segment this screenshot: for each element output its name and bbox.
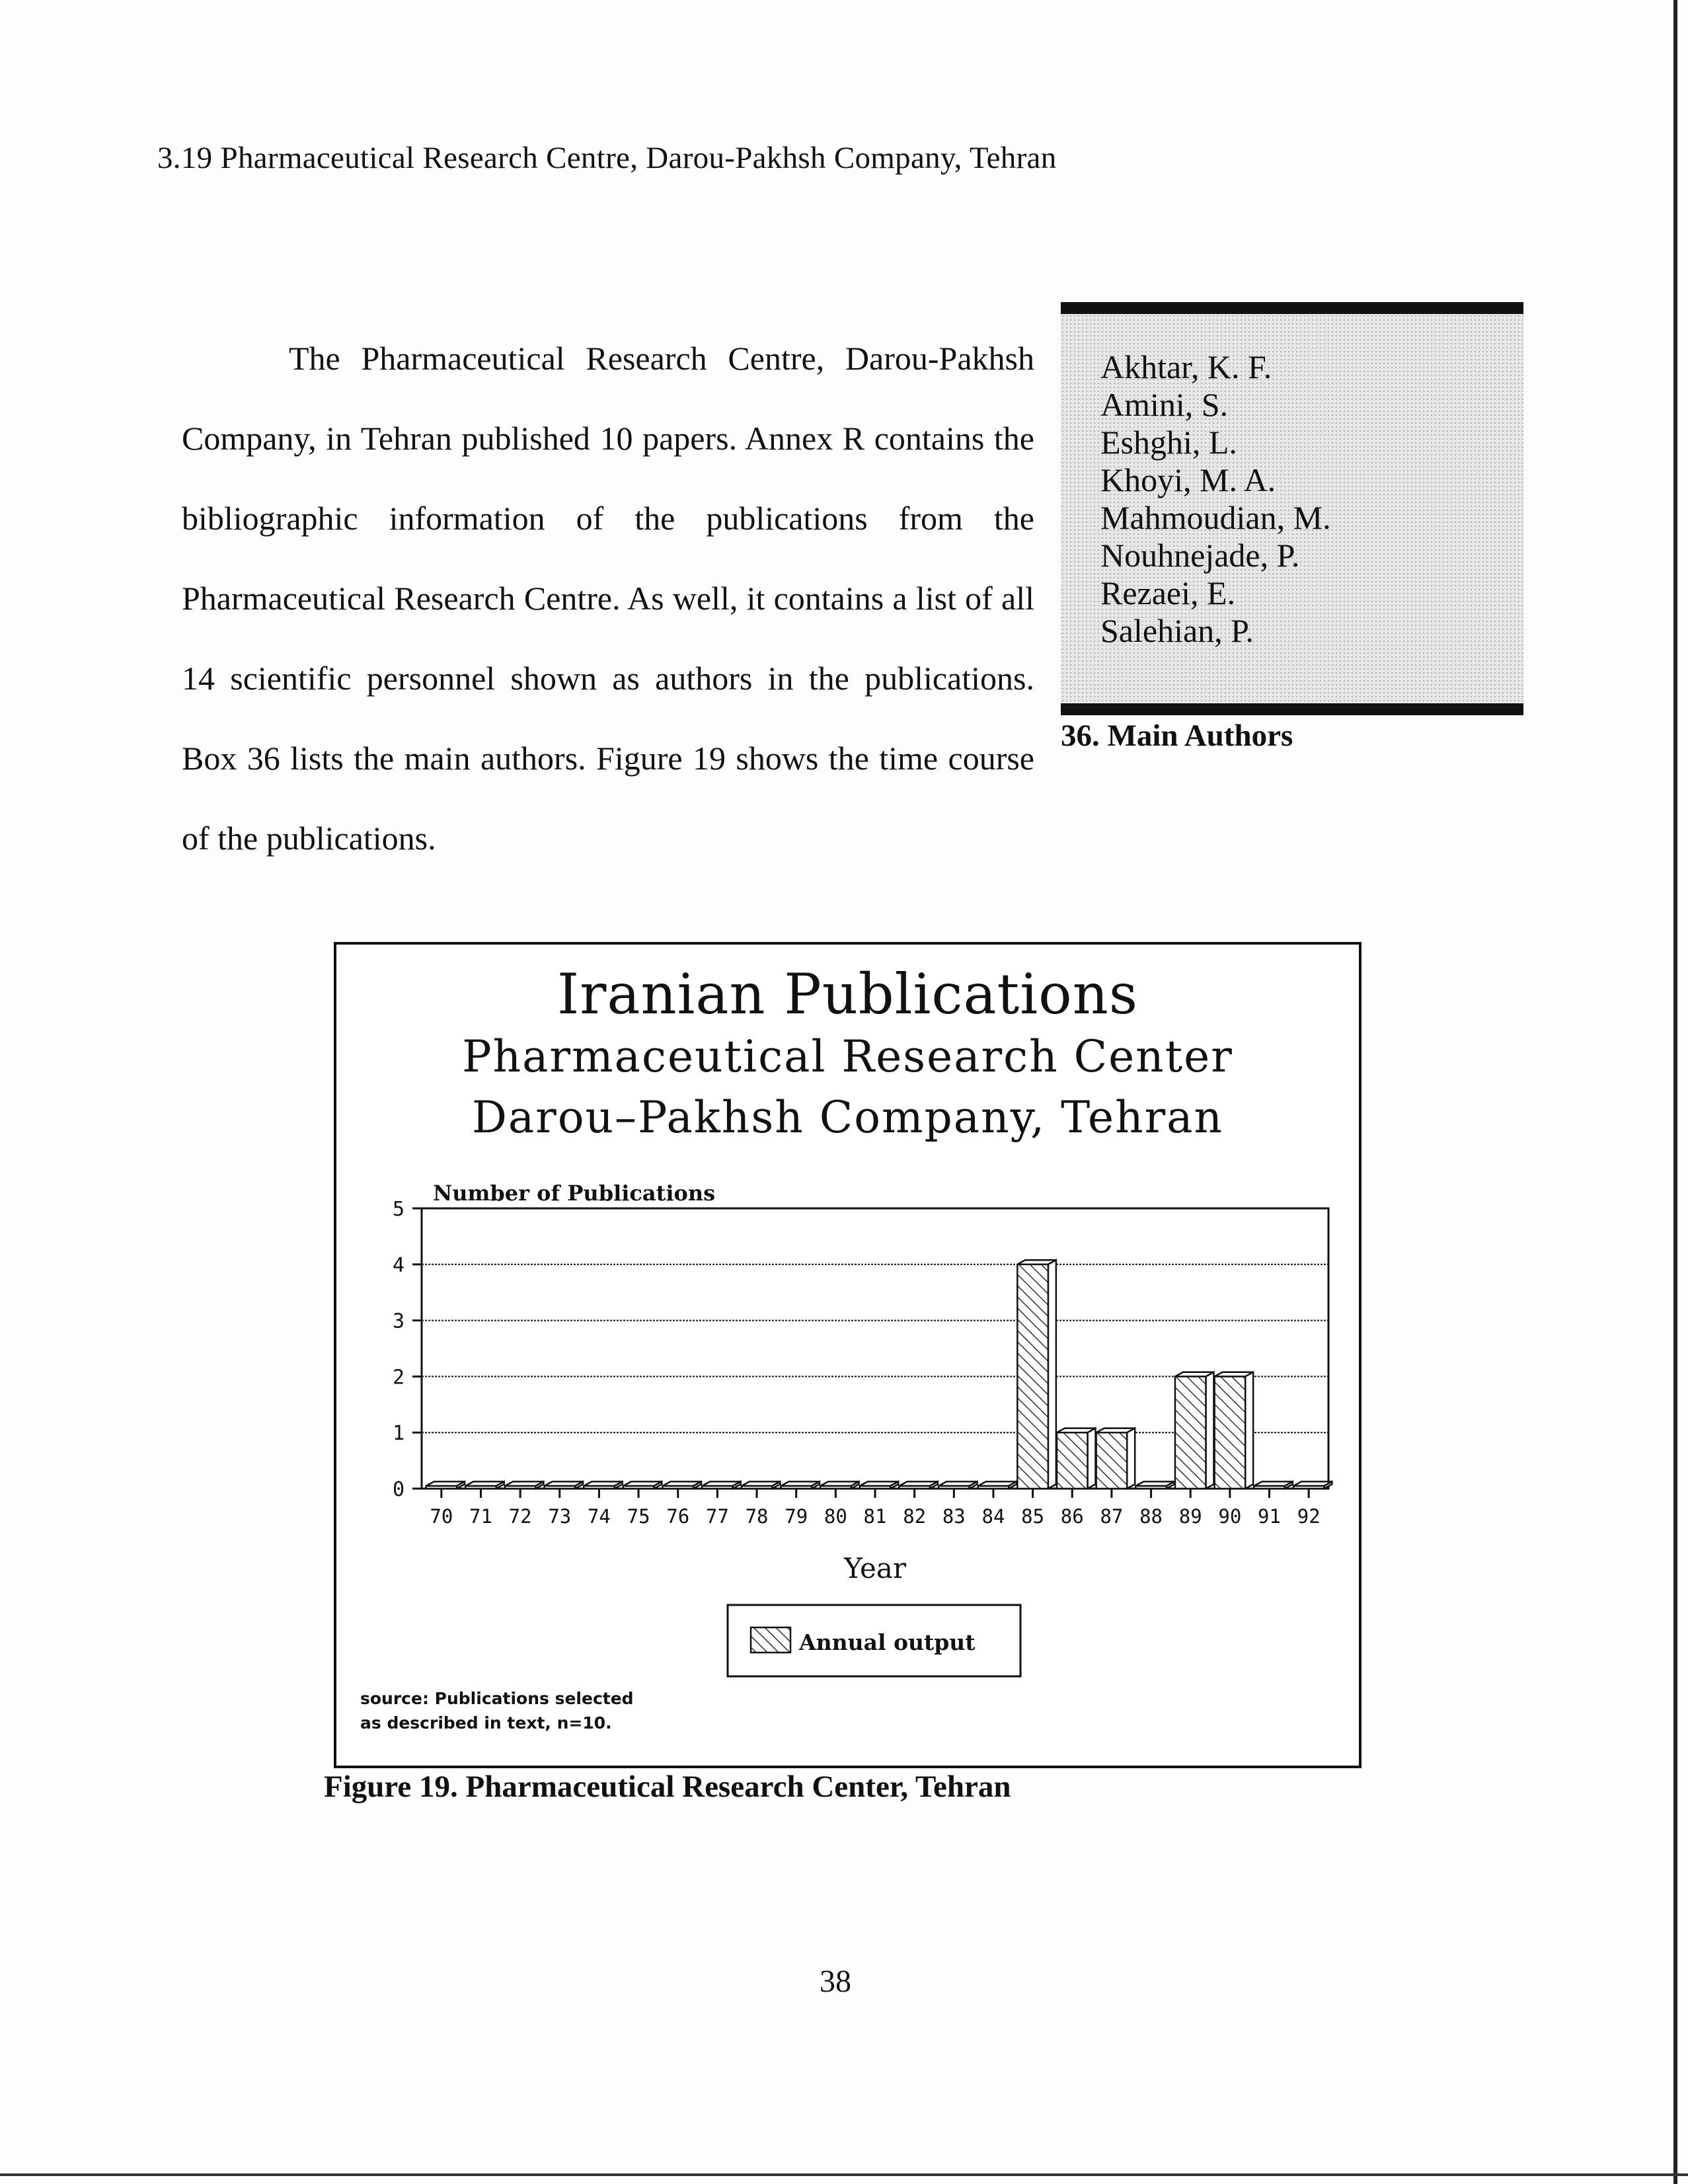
bar: [899, 1486, 930, 1489]
bar: [820, 1486, 851, 1489]
bar-chart: [334, 1163, 1362, 1765]
x-tick-label: 85: [1021, 1505, 1045, 1528]
x-tick-label: 88: [1139, 1505, 1163, 1528]
bar: [623, 1486, 654, 1489]
x-tick-label: 71: [469, 1505, 492, 1528]
y-tick-label: 0: [392, 1478, 404, 1501]
bar-side: [1088, 1428, 1096, 1489]
bar: [1175, 1376, 1206, 1489]
x-tick-label: 86: [1060, 1505, 1084, 1528]
x-tick-label: 75: [627, 1505, 650, 1528]
bar: [742, 1486, 773, 1489]
bar-side: [1048, 1260, 1056, 1489]
chart-subtitle-1: Pharmaceutical Research Center: [462, 1031, 1233, 1082]
x-tick-label: 82: [903, 1505, 927, 1528]
author-item: Akhtar, K. F.: [1100, 348, 1272, 385]
y-tick-label: 3: [392, 1309, 404, 1333]
author-item: Salehian, P.: [1100, 612, 1254, 649]
bar: [1057, 1432, 1088, 1489]
body-paragraph: The Pharmaceutical Research Centre, Darou-Pakhsh Company, in Tehran published 10 papers. Annex R contains the bibliographic information of the publications from the Pharmaceutical Research Centre. As well, it contains a list of all 14 scientific personnel shown as authors in the publications. Box 36 lists the main authors. Figure 19 shows the time course of the publications.: [182, 340, 1034, 857]
bar-side: [1127, 1428, 1135, 1489]
y-tick-label: 1: [392, 1422, 404, 1446]
y-tick-label: 5: [392, 1198, 404, 1221]
y-tick-label: 4: [392, 1253, 404, 1277]
x-tick-label: 84: [981, 1505, 1005, 1528]
x-tick-label: 87: [1100, 1505, 1124, 1528]
x-tick-label: 89: [1178, 1505, 1202, 1528]
x-tick-label: 92: [1297, 1505, 1321, 1528]
bar: [465, 1486, 496, 1489]
bar: [702, 1486, 733, 1489]
author-item: Eshghi, L.: [1100, 424, 1237, 461]
bar: [1254, 1486, 1285, 1489]
section-heading: 3.19 Pharmaceutical Research Centre, Darou-Pakhsh Company, Tehran: [157, 141, 1057, 175]
bar: [1135, 1486, 1167, 1489]
bar: [781, 1486, 812, 1489]
x-tick-label: 70: [430, 1505, 453, 1528]
chart-title: Iranian Publications: [557, 962, 1138, 1027]
bar: [860, 1486, 891, 1489]
author-list: [1061, 314, 1523, 650]
chart-subtitle-2: Darou–Pakhsh Company, Tehran: [472, 1092, 1223, 1143]
bar: [978, 1486, 1009, 1489]
author-item: Khoyi, M. A.: [1100, 461, 1276, 498]
bar: [1096, 1432, 1128, 1489]
x-tick-label: 78: [745, 1505, 769, 1528]
author-item: Nouhnejade, P.: [1100, 537, 1300, 574]
bar: [1215, 1376, 1246, 1489]
author-item: Amini, S.: [1100, 386, 1229, 423]
bar: [545, 1486, 576, 1489]
source-note: source: Publications selected: [360, 1689, 634, 1708]
page-edge-rule: [1673, 0, 1677, 2184]
bar: [662, 1486, 693, 1489]
x-tick-label: 90: [1218, 1505, 1242, 1528]
x-tick-label: 91: [1258, 1505, 1281, 1528]
legend-swatch: [751, 1627, 790, 1653]
bar: [426, 1486, 457, 1489]
y-axis-label: Number of Publications: [433, 1181, 716, 1206]
legend-label: Annual output: [799, 1629, 976, 1655]
x-tick-label: 81: [863, 1505, 887, 1528]
page-number: 38: [820, 1964, 851, 1999]
x-axis-label: Year: [843, 1552, 907, 1584]
bar: [1017, 1265, 1048, 1489]
bar-side: [1206, 1372, 1213, 1489]
x-tick-label: 76: [666, 1505, 690, 1528]
x-tick-label: 77: [705, 1505, 729, 1528]
bar: [1293, 1486, 1324, 1489]
source-note: as described in text, n=10.: [360, 1713, 612, 1733]
x-tick-label: 73: [548, 1505, 572, 1528]
bar-side: [1245, 1372, 1253, 1489]
x-tick-label: 72: [508, 1505, 532, 1528]
x-tick-label: 74: [587, 1505, 611, 1528]
y-tick-label: 2: [392, 1366, 404, 1389]
page-bottom-rule: [0, 2173, 1688, 2176]
figure-caption: Figure 19. Pharmaceutical Research Center, Tehran: [324, 1770, 1011, 1804]
bar: [505, 1486, 536, 1489]
x-tick-label: 80: [824, 1505, 847, 1528]
box-caption: 36. Main Authors: [1061, 719, 1293, 753]
main-authors-box: [1061, 302, 1523, 715]
bar: [584, 1486, 615, 1489]
x-tick-label: 83: [942, 1505, 966, 1528]
x-tick-label: 79: [785, 1505, 808, 1528]
author-item: Mahmoudian, M.: [1100, 499, 1331, 536]
author-item: Rezaei, E.: [1100, 574, 1236, 611]
bar: [939, 1486, 970, 1489]
